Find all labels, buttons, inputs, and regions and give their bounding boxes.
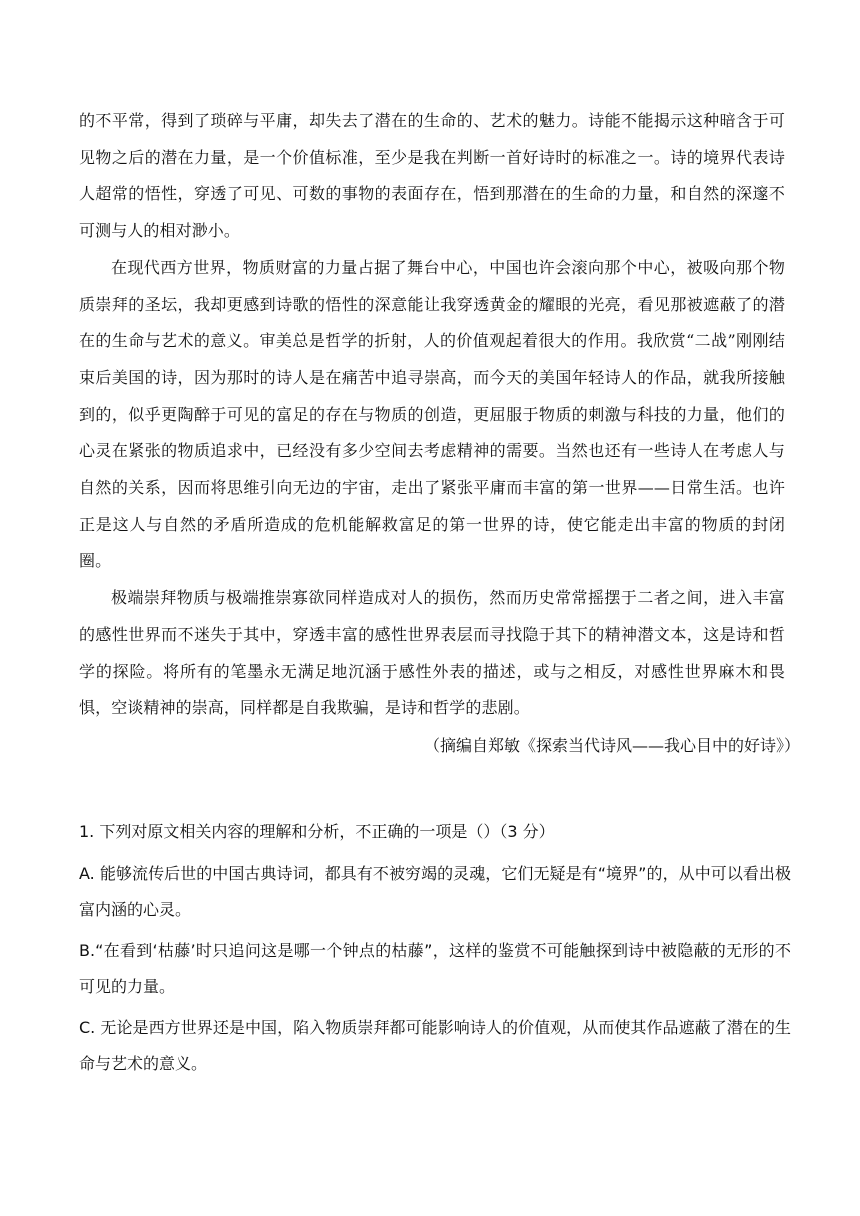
passage-paragraph-2: 在现代西方世界，物质财富的力量占据了舞台中心，中国也许会滚向那个中心，被吸向那个物质崇拜的圣坛，我却更感到诗歌的悟性的深意能让我穿透黄金的耀眼的光亮，看见那被遮蔽了的潜在的生命与艺术的意义。审美总是哲学的折射，人的价值观起着很大的作用。我欣赏“二战”刚刚结束后美国的诗，因为那时的诗人是在痛苦中追寻崇高，而今天的美国年轻诗人的作品，就我所接触到的，似乎更陶醉于可见的富足的存在与物质的创造，更屈服于物质的刺激与科技的力量，他们的心灵在紧张的物质追求中，已经没有多少空间去考虑精神的需要。当然也还有一些诗人在考虑人与自然的关系，因而将思维引向无边的宇宙，走出了紧张平庸而丰富的第一世界——日常生活。也许正是这人与自然的矛盾所造成的危机能解救富足的第一世界的诗，使它能走出丰富的物质的封闭圈。: [79, 257, 785, 571]
option-a: A. 能够流传后世的中国古典诗词，都具有不被穷竭的灵魂，它们无疑是有“境界”的，从中可以看出极富内涵的心灵。: [79, 863, 791, 919]
option-c: C. 无论是西方世界还是中国，陷入物质崇拜都可能影响诗人的价值观，从而使其作品遮蔽了潜在的生命与艺术的意义。: [79, 1017, 791, 1073]
passage-paragraph-1: 的不平常，得到了琐碎与平庸，却失去了潜在的生命的、艺术的魅力。诗能不能揭示这种暗含于可见物之后的潜在力量，是一个价值标准，至少是我在判断一首好诗时的标准之一。诗的境界代表诗人超常的悟性，穿透了可见、可数的事物的表面存在，悟到那潜在的生命的力量，和自然的深邃不可测与人的相对渺小。: [79, 111, 785, 241]
option-b: B.“在看到‘枯藤’时只追问这是哪一个钟点的枯藤”，这样的鉴赏不可能触探到诗中被隐蔽的无形的不可见的力量。: [79, 940, 791, 996]
passage-source: （摘编自郑敏《探索当代诗风——我心目中的好诗》）: [423, 736, 800, 755]
question-block: [79, 814, 791, 1087]
reading-passage: [79, 103, 785, 727]
passage-paragraph-3: 极端崇拜物质与极端推崇寡欲同样造成对人的损伤，然而历史常常摇摆于二者之间，进入丰富的感性世界而不迷失于其中，穿透丰富的感性世界表层而寻找隐于其下的精神潜文本，这是诗和哲学的探险。将所有的笔墨永无满足地沉涵于感性外表的描述，或与之相反，对感性世界麻木和畏惧，空谈精神的崇高，同样都是自我欺骗，是诗和哲学的悲剧。: [79, 588, 785, 718]
question-stem: 1. 下列对原文相关内容的理解和分析，不正确的一项是（）（3 分）: [79, 822, 555, 841]
